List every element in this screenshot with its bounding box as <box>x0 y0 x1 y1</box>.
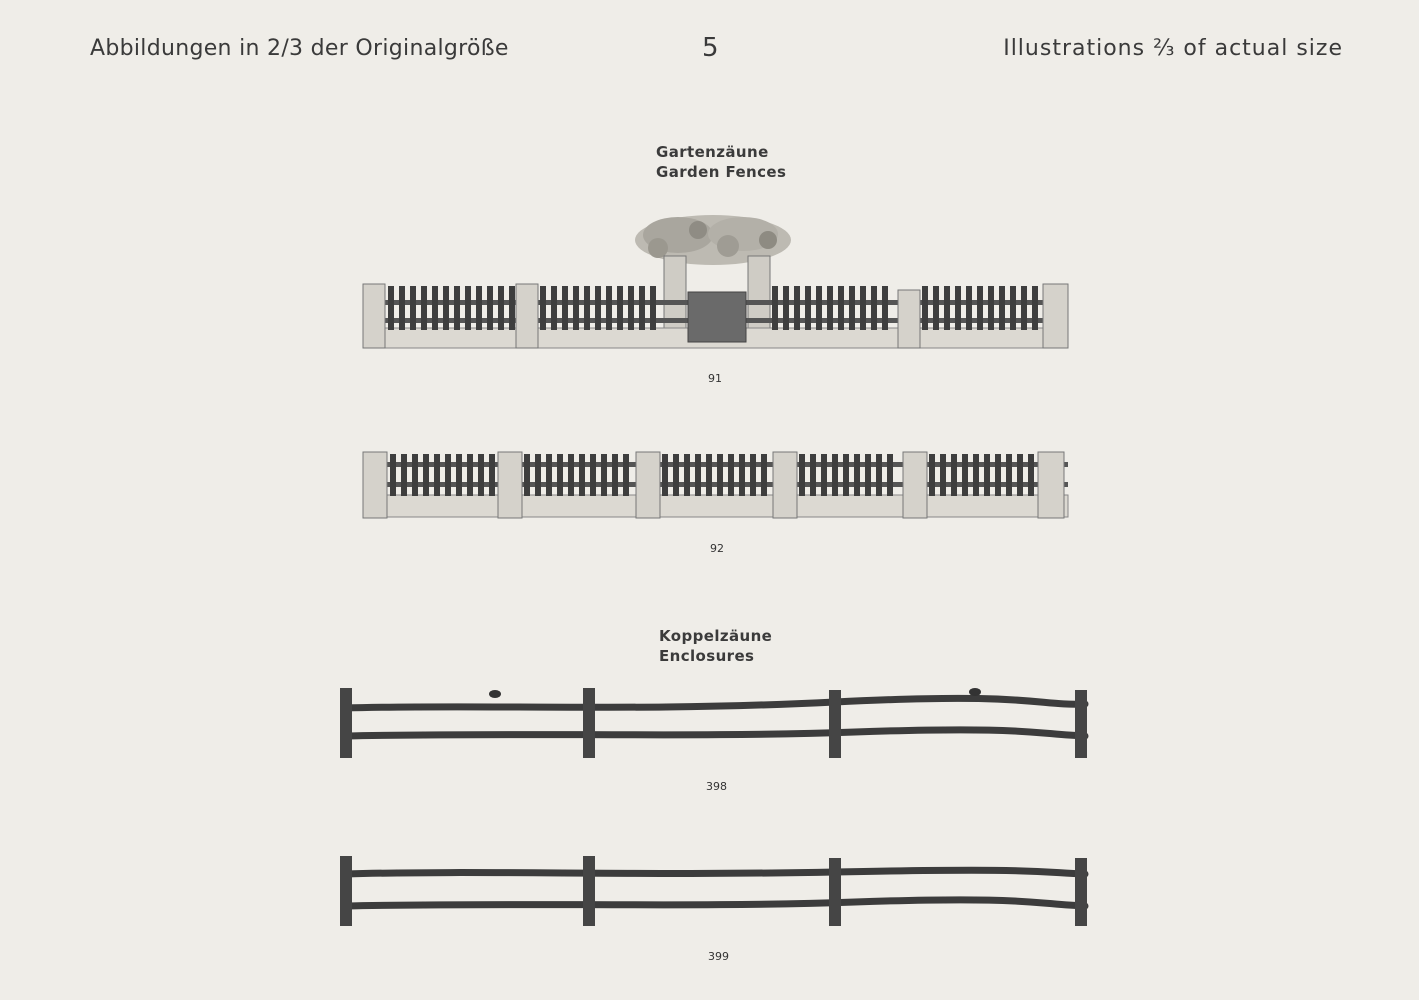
fence-picket <box>999 286 1005 330</box>
fence-picket <box>399 286 405 330</box>
fence-picket <box>568 454 574 496</box>
fence-picket <box>951 454 957 496</box>
fence-picket <box>650 286 656 330</box>
fence-picket <box>962 454 968 496</box>
fence-picket <box>454 286 460 330</box>
fence-picket <box>876 454 882 496</box>
fence-picket <box>865 454 871 496</box>
fence-picket <box>955 286 961 330</box>
fence-picket <box>445 454 451 496</box>
fence-picket <box>410 286 416 330</box>
garden-section-title <box>656 142 786 182</box>
fence-picket <box>1028 454 1034 496</box>
garden-gate <box>688 292 746 342</box>
fence-picket <box>535 454 541 496</box>
fence-picket <box>432 286 438 330</box>
fence-picket <box>509 286 515 330</box>
fence-picket <box>540 286 546 330</box>
fence-picket <box>639 286 645 330</box>
fence-picket <box>684 454 690 496</box>
enclosure-399-illustration <box>335 850 1095 932</box>
fence-picket <box>944 286 950 330</box>
fence-picket <box>557 454 563 496</box>
fence-picket <box>628 286 634 330</box>
fence-picket <box>388 286 394 330</box>
fence-picket <box>821 454 827 496</box>
fence-picket <box>590 454 596 496</box>
header-left-suffix: der Originalgröße <box>310 36 509 61</box>
fence-picket <box>401 454 407 496</box>
fence-picket <box>706 454 712 496</box>
fence-picket <box>467 454 473 496</box>
fence-picket <box>843 454 849 496</box>
fence-picket <box>617 286 623 330</box>
header-right-suffix: of actual size <box>1183 36 1343 61</box>
fence-picket <box>783 286 789 330</box>
fence-picket <box>794 286 800 330</box>
fence-picket <box>1010 286 1016 330</box>
fence-picket <box>478 454 484 496</box>
fence-picket <box>695 454 701 496</box>
fence-picket <box>412 454 418 496</box>
fence-picket <box>973 454 979 496</box>
fence-picket <box>887 454 893 496</box>
fence-picket <box>662 454 668 496</box>
enclosure-title-en: Enclosures <box>659 647 755 665</box>
fence-picket <box>579 454 585 496</box>
header-right-fraction: ⅔ <box>1153 36 1176 61</box>
fence-picket <box>1021 286 1027 330</box>
fence-picket <box>423 454 429 496</box>
fence-picket <box>562 286 568 330</box>
fence-picket <box>623 454 629 496</box>
fence-picket <box>810 454 816 496</box>
fence-picket <box>750 454 756 496</box>
fence-picket <box>922 286 928 330</box>
fence-picket <box>816 286 822 330</box>
item-number-92: 92 <box>710 542 724 555</box>
fence-picket <box>882 286 888 330</box>
fence-picket <box>421 286 427 330</box>
fence-picket <box>498 286 504 330</box>
garden-fence-92-illustration <box>358 440 1073 525</box>
header-right-prefix: Illustrations <box>1003 36 1146 61</box>
fence-picket <box>717 454 723 496</box>
fence-picket <box>1006 454 1012 496</box>
fence-picket <box>476 286 482 330</box>
fence-picket <box>390 454 396 496</box>
garden-title-de: Gartenzäune <box>656 143 769 161</box>
fence-picket <box>838 286 844 330</box>
fence-picket <box>524 454 530 496</box>
fence-picket <box>673 454 679 496</box>
fence-picket <box>860 286 866 330</box>
fence-picket <box>465 286 471 330</box>
enclosure-398-illustration <box>335 682 1095 764</box>
fence-picket <box>443 286 449 330</box>
fence-picket <box>832 454 838 496</box>
fence-picket <box>940 454 946 496</box>
fence-picket <box>761 454 767 496</box>
fence-picket <box>984 454 990 496</box>
fence-picket <box>739 454 745 496</box>
fence-picket <box>456 454 462 496</box>
fence-picket <box>854 454 860 496</box>
fence-picket <box>489 454 495 496</box>
header-left-caption <box>90 36 509 61</box>
enclosure-title-de: Koppelzäune <box>659 627 773 645</box>
fence-picket <box>799 454 805 496</box>
fence-picket <box>827 286 833 330</box>
fence-picket <box>977 286 983 330</box>
fence-picket <box>573 286 579 330</box>
fence-picket <box>988 286 994 330</box>
fence-picket <box>966 286 972 330</box>
fence-picket <box>546 454 552 496</box>
enclosure-section-title <box>659 626 772 666</box>
garden-title-en: Garden Fences <box>656 163 787 181</box>
enclosure-posts-399 <box>340 856 1087 926</box>
fence-picket <box>1017 454 1023 496</box>
fence-picket <box>434 454 440 496</box>
fence-picket <box>933 286 939 330</box>
fence-picket <box>805 286 811 330</box>
item-number-91: 91 <box>708 372 722 385</box>
fence-picket <box>929 454 935 496</box>
item-number-399: 399 <box>708 950 729 963</box>
fence-picket <box>871 286 877 330</box>
fence-picket <box>772 286 778 330</box>
fence-picket <box>995 454 1001 496</box>
fence-picket <box>849 286 855 330</box>
fence-picket <box>487 286 493 330</box>
page-number: 5 <box>702 33 719 63</box>
fence-picket <box>606 286 612 330</box>
fence-picket <box>551 286 557 330</box>
header-right-caption <box>1003 36 1343 61</box>
garden-fence-91-illustration <box>358 210 1073 355</box>
fence-picket <box>595 286 601 330</box>
fence-picket <box>1032 286 1038 330</box>
fence-picket <box>601 454 607 496</box>
fence-picket <box>612 454 618 496</box>
header-left-text: Abbildungen in <box>90 36 260 61</box>
fence-picket <box>728 454 734 496</box>
fence-picket <box>584 286 590 330</box>
item-number-398: 398 <box>706 780 727 793</box>
header-left-fraction: 2/3 <box>267 36 304 61</box>
